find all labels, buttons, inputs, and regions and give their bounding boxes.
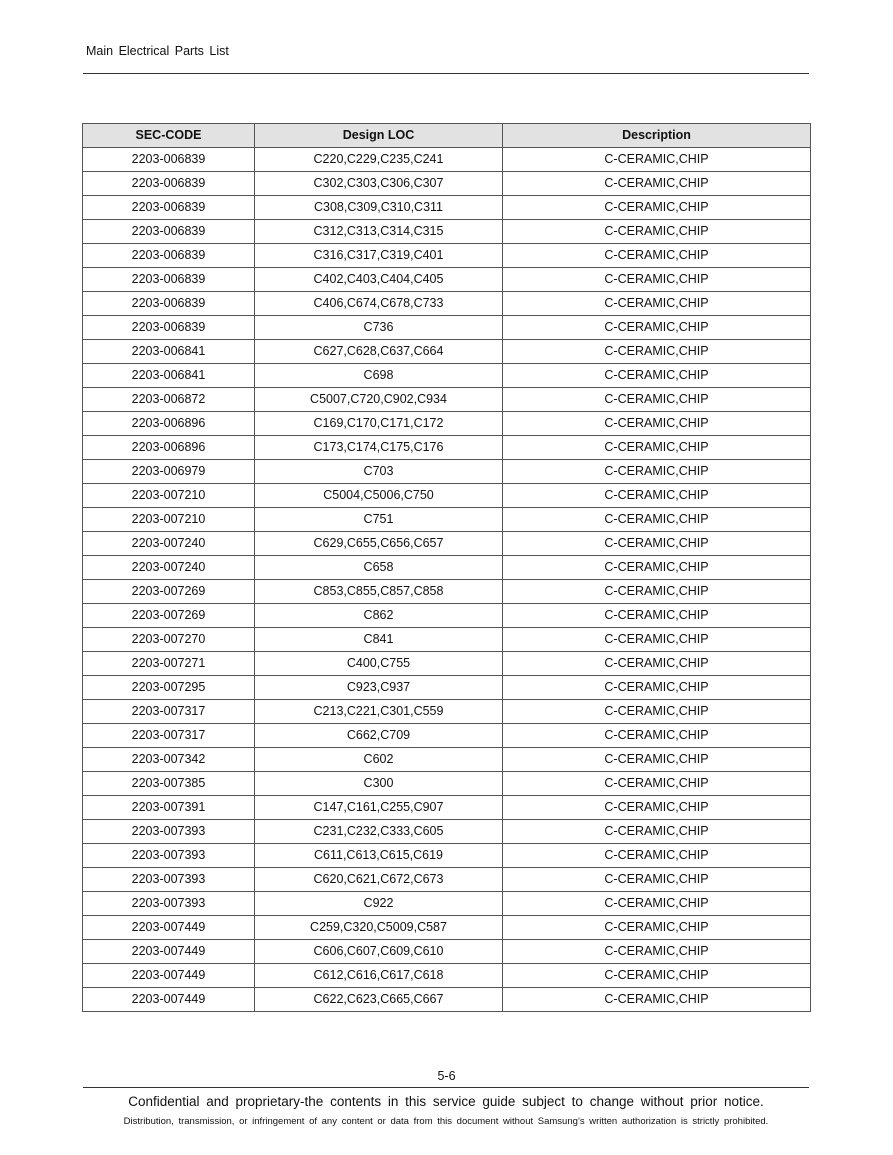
sec-code-cell: 2203-006841	[83, 364, 255, 388]
table-row	[83, 796, 811, 820]
description-cell: C-CERAMIC,CHIP	[503, 796, 811, 820]
design-loc-cell: C841	[255, 628, 503, 652]
table-row	[83, 292, 811, 316]
sec-code-cell: 2203-006896	[83, 436, 255, 460]
design-loc-cell: C259,C320,C5009,C587	[255, 916, 503, 940]
sec-code-cell: 2203-007317	[83, 700, 255, 724]
description-cell: C-CERAMIC,CHIP	[503, 388, 811, 412]
table-row	[83, 724, 811, 748]
table-row	[83, 580, 811, 604]
description-cell: C-CERAMIC,CHIP	[503, 484, 811, 508]
description-cell: C-CERAMIC,CHIP	[503, 916, 811, 940]
design-loc-cell: C5004,C5006,C750	[255, 484, 503, 508]
design-loc-cell: C662,C709	[255, 724, 503, 748]
description-cell: C-CERAMIC,CHIP	[503, 316, 811, 340]
sec-code-cell: 2203-006839	[83, 244, 255, 268]
sec-code-cell: 2203-006896	[83, 412, 255, 436]
design-loc-cell: C300	[255, 772, 503, 796]
table-row	[83, 148, 811, 172]
design-loc-cell: C231,C232,C333,C605	[255, 820, 503, 844]
table-row	[83, 628, 811, 652]
description-cell: C-CERAMIC,CHIP	[503, 364, 811, 388]
description-cell: C-CERAMIC,CHIP	[503, 676, 811, 700]
sec-code-cell: 2203-007342	[83, 748, 255, 772]
design-loc-cell: C402,C403,C404,C405	[255, 268, 503, 292]
parts-table-body	[83, 148, 811, 1012]
page-header-title: Main Electrical Parts List	[86, 44, 229, 58]
design-loc-cell: C862	[255, 604, 503, 628]
description-cell: C-CERAMIC,CHIP	[503, 292, 811, 316]
table-row	[83, 964, 811, 988]
sec-code-cell: 2203-006839	[83, 172, 255, 196]
description-cell: C-CERAMIC,CHIP	[503, 412, 811, 436]
table-row	[83, 220, 811, 244]
table-row	[83, 412, 811, 436]
description-cell: C-CERAMIC,CHIP	[503, 940, 811, 964]
design-loc-cell: C406,C674,C678,C733	[255, 292, 503, 316]
distribution-notice: Distribution, transmission, or infringement of any content or data from this document without Samsung’s written authorization is strictly prohibited.	[123, 1116, 769, 1127]
table-row	[83, 340, 811, 364]
sec-code-cell: 2203-006979	[83, 460, 255, 484]
design-loc-cell: C853,C855,C857,C858	[255, 580, 503, 604]
table-row	[83, 940, 811, 964]
design-loc-cell: C213,C221,C301,C559	[255, 700, 503, 724]
sec-code-cell: 2203-007270	[83, 628, 255, 652]
table-row	[83, 748, 811, 772]
column-header-sec-code: SEC-CODE	[83, 124, 255, 148]
design-loc-cell: C922	[255, 892, 503, 916]
table-row	[83, 988, 811, 1012]
table-row	[83, 244, 811, 268]
sec-code-cell: 2203-007210	[83, 484, 255, 508]
sec-code-cell: 2203-007210	[83, 508, 255, 532]
table-row	[83, 460, 811, 484]
design-loc-cell: C627,C628,C637,C664	[255, 340, 503, 364]
design-loc-cell: C316,C317,C319,C401	[255, 244, 503, 268]
design-loc-cell: C620,C621,C672,C673	[255, 868, 503, 892]
table-row	[83, 772, 811, 796]
table-row	[83, 316, 811, 340]
design-loc-cell: C302,C303,C306,C307	[255, 172, 503, 196]
description-cell: C-CERAMIC,CHIP	[503, 748, 811, 772]
table-row	[83, 268, 811, 292]
table-row	[83, 532, 811, 556]
design-loc-cell: C612,C616,C617,C618	[255, 964, 503, 988]
description-cell: C-CERAMIC,CHIP	[503, 196, 811, 220]
sec-code-cell: 2203-006841	[83, 340, 255, 364]
design-loc-cell: C602	[255, 748, 503, 772]
design-loc-cell: C606,C607,C609,C610	[255, 940, 503, 964]
description-cell: C-CERAMIC,CHIP	[503, 892, 811, 916]
sec-code-cell: 2203-006839	[83, 268, 255, 292]
description-cell: C-CERAMIC,CHIP	[503, 604, 811, 628]
header-divider	[83, 73, 809, 74]
table-row	[83, 916, 811, 940]
description-cell: C-CERAMIC,CHIP	[503, 244, 811, 268]
sec-code-cell: 2203-007385	[83, 772, 255, 796]
table-row	[83, 508, 811, 532]
table-row	[83, 364, 811, 388]
description-cell: C-CERAMIC,CHIP	[503, 700, 811, 724]
table-row	[83, 652, 811, 676]
sec-code-cell: 2203-007240	[83, 532, 255, 556]
design-loc-cell: C611,C613,C615,C619	[255, 844, 503, 868]
description-cell: C-CERAMIC,CHIP	[503, 652, 811, 676]
sec-code-cell: 2203-007449	[83, 940, 255, 964]
table-row	[83, 604, 811, 628]
description-cell: C-CERAMIC,CHIP	[503, 724, 811, 748]
description-cell: C-CERAMIC,CHIP	[503, 868, 811, 892]
footer-divider	[83, 1087, 809, 1088]
sec-code-cell: 2203-007393	[83, 820, 255, 844]
description-cell: C-CERAMIC,CHIP	[503, 820, 811, 844]
sec-code-cell: 2203-006839	[83, 196, 255, 220]
sec-code-cell: 2203-007449	[83, 916, 255, 940]
description-cell: C-CERAMIC,CHIP	[503, 340, 811, 364]
column-header-description: Description	[503, 124, 811, 148]
table-row	[83, 388, 811, 412]
description-cell: C-CERAMIC,CHIP	[503, 436, 811, 460]
sec-code-cell: 2203-006839	[83, 316, 255, 340]
description-cell: C-CERAMIC,CHIP	[503, 532, 811, 556]
table-row	[83, 676, 811, 700]
table-row	[83, 196, 811, 220]
design-loc-cell: C400,C755	[255, 652, 503, 676]
sec-code-cell: 2203-006839	[83, 292, 255, 316]
parts-table	[82, 123, 811, 1012]
description-cell: C-CERAMIC,CHIP	[503, 628, 811, 652]
table-row	[83, 556, 811, 580]
sec-code-cell: 2203-006839	[83, 220, 255, 244]
table-row	[83, 868, 811, 892]
table-row	[83, 436, 811, 460]
description-cell: C-CERAMIC,CHIP	[503, 844, 811, 868]
page-number: 5-6	[437, 1069, 456, 1083]
description-cell: C-CERAMIC,CHIP	[503, 580, 811, 604]
table-row	[83, 892, 811, 916]
description-cell: C-CERAMIC,CHIP	[503, 556, 811, 580]
design-loc-cell: C658	[255, 556, 503, 580]
description-cell: C-CERAMIC,CHIP	[503, 508, 811, 532]
sec-code-cell: 2203-007393	[83, 892, 255, 916]
description-cell: C-CERAMIC,CHIP	[503, 220, 811, 244]
table-row	[83, 820, 811, 844]
sec-code-cell: 2203-007449	[83, 988, 255, 1012]
table-row	[83, 172, 811, 196]
design-loc-cell: C5007,C720,C902,C934	[255, 388, 503, 412]
sec-code-cell: 2203-007269	[83, 604, 255, 628]
design-loc-cell: C147,C161,C255,C907	[255, 796, 503, 820]
sec-code-cell: 2203-007449	[83, 964, 255, 988]
description-cell: C-CERAMIC,CHIP	[503, 964, 811, 988]
design-loc-cell: C220,C229,C235,C241	[255, 148, 503, 172]
table-header-row	[83, 124, 811, 148]
sec-code-cell: 2203-007393	[83, 844, 255, 868]
design-loc-cell: C312,C313,C314,C315	[255, 220, 503, 244]
table-row	[83, 484, 811, 508]
design-loc-cell: C622,C623,C665,C667	[255, 988, 503, 1012]
design-loc-cell: C923,C937	[255, 676, 503, 700]
description-cell: C-CERAMIC,CHIP	[503, 148, 811, 172]
sec-code-cell: 2203-007269	[83, 580, 255, 604]
sec-code-cell: 2203-007295	[83, 676, 255, 700]
sec-code-cell: 2203-006839	[83, 148, 255, 172]
design-loc-cell: C703	[255, 460, 503, 484]
sec-code-cell: 2203-007317	[83, 724, 255, 748]
design-loc-cell: C173,C174,C175,C176	[255, 436, 503, 460]
sec-code-cell: 2203-007391	[83, 796, 255, 820]
table-row	[83, 700, 811, 724]
description-cell: C-CERAMIC,CHIP	[503, 988, 811, 1012]
column-header-design-loc: Design LOC	[255, 124, 503, 148]
design-loc-cell: C629,C655,C656,C657	[255, 532, 503, 556]
table-row	[83, 844, 811, 868]
design-loc-cell: C751	[255, 508, 503, 532]
sec-code-cell: 2203-007240	[83, 556, 255, 580]
design-loc-cell: C736	[255, 316, 503, 340]
sec-code-cell: 2203-006872	[83, 388, 255, 412]
design-loc-cell: C169,C170,C171,C172	[255, 412, 503, 436]
description-cell: C-CERAMIC,CHIP	[503, 268, 811, 292]
description-cell: C-CERAMIC,CHIP	[503, 172, 811, 196]
sec-code-cell: 2203-007271	[83, 652, 255, 676]
sec-code-cell: 2203-007393	[83, 868, 255, 892]
confidential-notice: Confidential and proprietary-the contents in this service guide subject to change without prior notice.	[128, 1094, 764, 1109]
description-cell: C-CERAMIC,CHIP	[503, 772, 811, 796]
design-loc-cell: C698	[255, 364, 503, 388]
design-loc-cell: C308,C309,C310,C311	[255, 196, 503, 220]
description-cell: C-CERAMIC,CHIP	[503, 460, 811, 484]
